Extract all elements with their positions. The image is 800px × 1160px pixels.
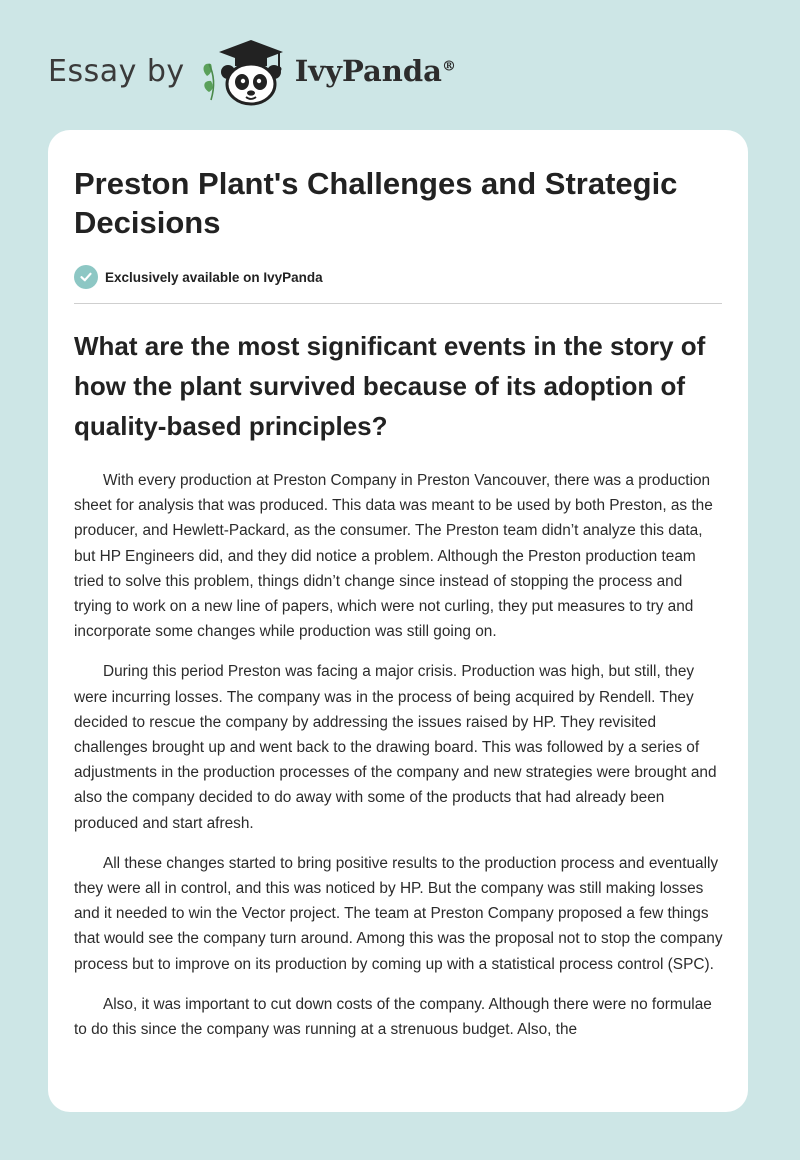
- section-heading: What are the most significant events in the story of how the plant survived because of its adoption of quality-based principles?: [74, 331, 706, 441]
- registered-mark: ®: [441, 58, 456, 75]
- divider: [74, 303, 722, 304]
- ivypanda-logo-icon[interactable]: [199, 36, 289, 106]
- paragraph: During this period Preston was facing a major crisis. Production was high, but still, they were incurring losses. The company was in the process of being acquired by Rendell. They decided to rescue the company by addressing the issues raised by HP. They revisited challenges brought up and went back to the drawing board. This was followed by a series of adjustments in the production processes of the company and new strategies were brought and also the company decided to do away with some of the products that had already been produced and start afresh.: [74, 663, 717, 832]
- brand-name[interactable]: IvyPanda®: [294, 54, 456, 88]
- exclusive-label: Exclusively available on IvyPanda: [105, 269, 323, 285]
- article-body: [74, 468, 724, 1057]
- essay-by-label: Essay by: [48, 53, 185, 89]
- article-title: Preston Plant's Challenges and Strategic Decisions: [74, 166, 678, 240]
- article-card: [48, 130, 748, 1112]
- paragraph: All these changes started to bring positive results to the production process and eventually they were all in control, and this was noticed by HP. But the company was still making losses and it needed to win the Vector project. The team at Preston Company proposed a few things that would see the company turn around. Among this was the proposal not to stop the company process but to improve on its production by coming up with a statistical process control (SPC).: [74, 854, 723, 973]
- exclusive-badge: [74, 264, 323, 290]
- paragraph: Also, it was important to cut down costs of the company. Although there were no formulae to do this since the company was running at a strenuous budget. Also, the: [74, 995, 712, 1039]
- paragraph: With every production at Preston Company in Preston Vancouver, there was a production sheet for analysis that was produced. This data was meant to be used by both Preston, as the producer, and Hewlett-Packard, as the consumer. The Preston team didn’t analyze this data, but HP Engineers did, and they did notice a problem. Although the Preston production team tried to solve this problem, things didn’t change since instead of stopping the process and trying to work on a new line of papers, which were not curling, they put measures to try and incorporate some changes while production was still going on.: [74, 472, 713, 641]
- site-header: [48, 36, 548, 106]
- check-icon: [74, 265, 98, 289]
